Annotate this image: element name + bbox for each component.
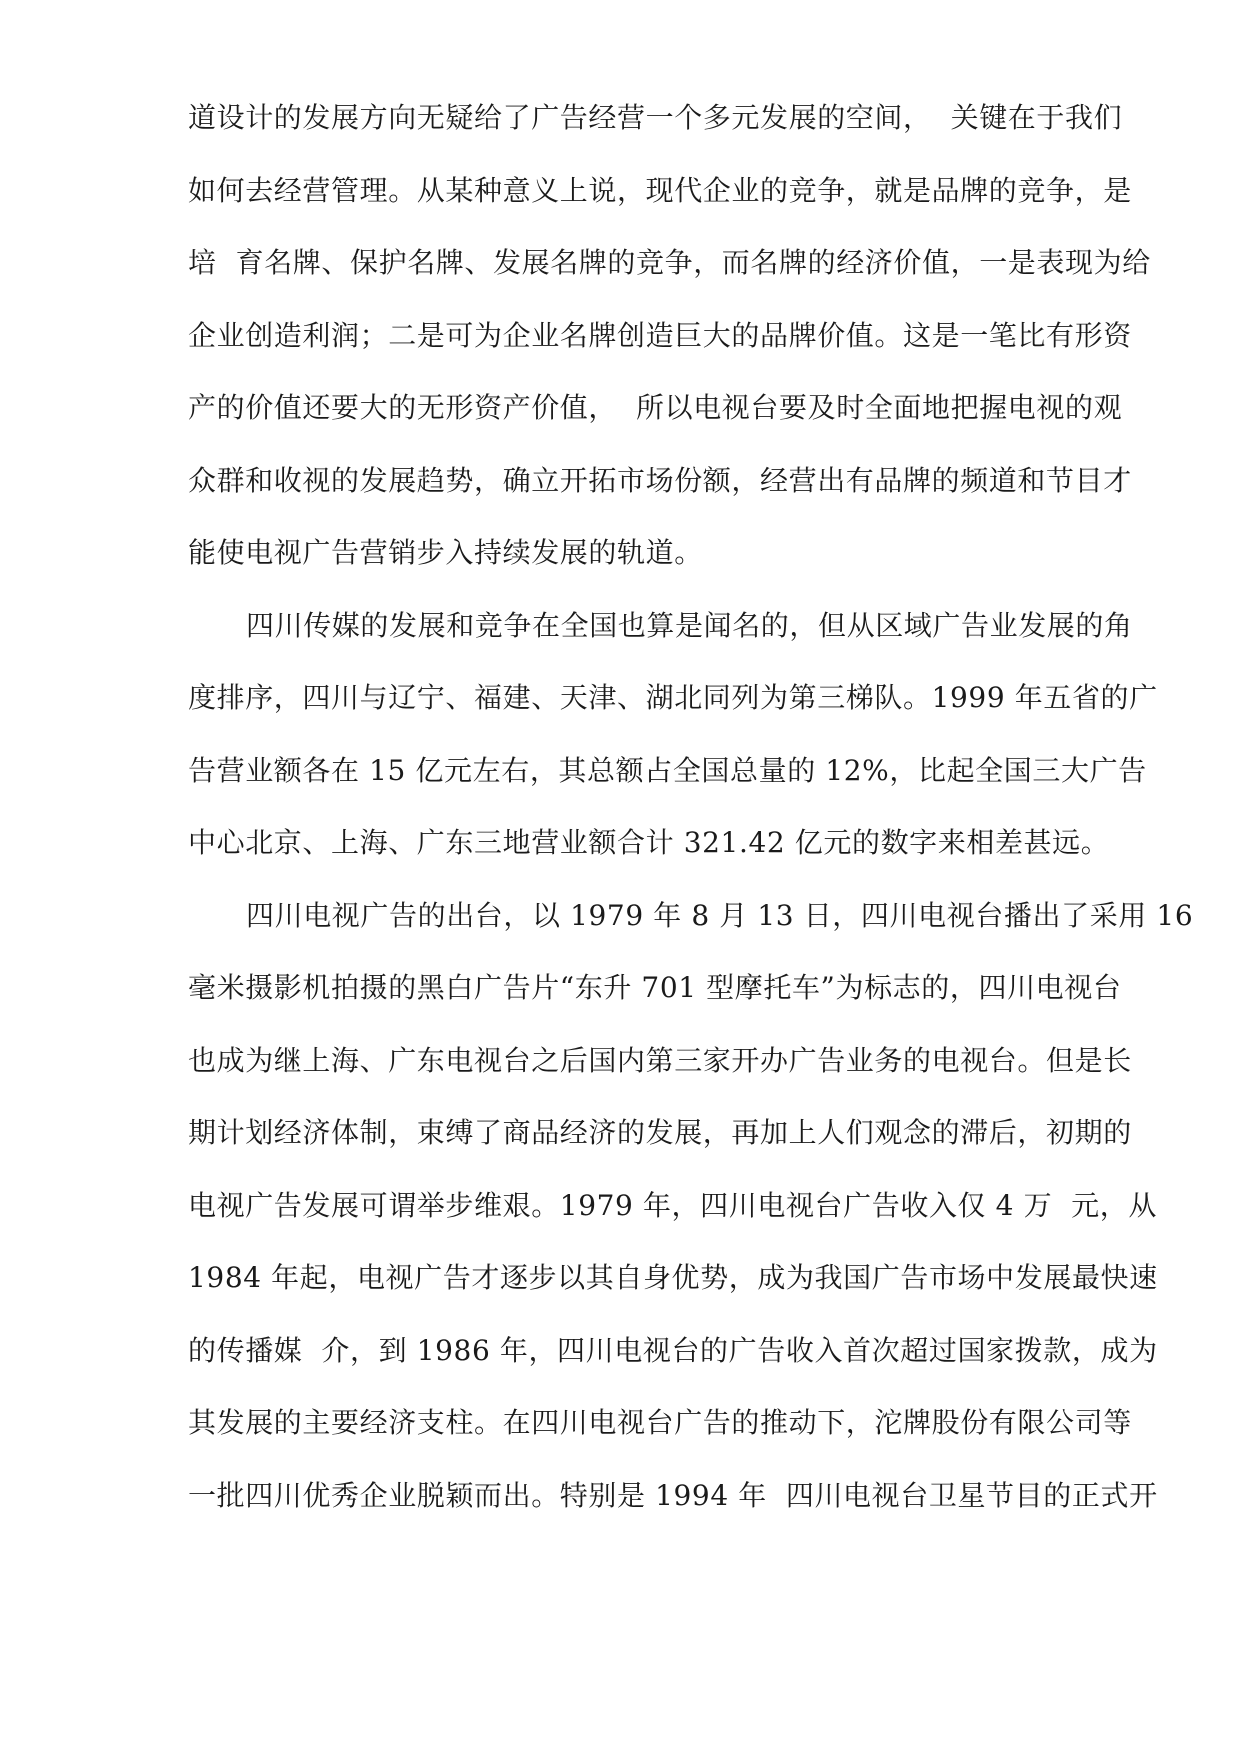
text-line: 能使电视广告营销步入持续发展的轨道。	[188, 536, 703, 569]
text-line: 电视广告发展可谓举步维艰。1979 年，四川电视台广告收入仅 4 万 元，从	[188, 1188, 1157, 1222]
text-line: 中心北京、上海、广东三地营业额合计 321.42 亿元的数字来相差甚远。	[188, 826, 1110, 859]
text-line: 也成为继上海、广东电视台之后国内第三家开办广告业务的电视台。但是长	[188, 1043, 1132, 1077]
body-text	[188, 88, 1194, 1538]
text-line: 1984 年起，电视广告才逐步以其自身优势，成为我国广告市场中发展最快速	[188, 1261, 1158, 1294]
text-line: 培 育名牌、保护名牌、发展名牌的竞争，而名牌的经济价值，一是表现为给	[188, 246, 1151, 279]
text-line: 告营业额各在 15 亿元左右，其总额占全国总量的 12%，比起全国三大广告	[188, 753, 1147, 787]
text-line: 度排序，四川与辽宁、福建、天津、湖北同列为第三梯队。1999 年五省的广	[188, 681, 1158, 714]
paragraph-start-line: 四川电视广告的出台，以 1979 年 8 月 13 日，四川电视台播出了采用 16	[246, 898, 1194, 932]
text-line: 产的价值还要大的无形资产价值， 所以电视台要及时全面地把握电视的观	[188, 391, 1123, 424]
text-line: 毫米摄影机拍摄的黑白广告片“东升 701 型摩托车”为标志的，四川电视台	[188, 971, 1122, 1004]
text-line: 其发展的主要经济支柱。在四川电视台广告的推动下，沱牌股份有限公司等	[188, 1406, 1132, 1439]
paragraph-start-line: 四川传媒的发展和竞争在全国也算是闻名的，但从区域广告业发展的角	[246, 608, 1133, 642]
text-line: 企业创造利润；二是可为企业名牌创造巨大的品牌价值。这是一笔比有形资	[188, 318, 1132, 352]
text-line: 道设计的发展方向无疑给了广告经营一个多元发展的空间， 关键在于我们	[188, 101, 1123, 134]
text-line: 期计划经济体制，束缚了商品经济的发展，再加上人们观念的滞后，初期的	[188, 1116, 1132, 1149]
text-line: 一批四川优秀企业脱颖而出。特别是 1994 年 四川电视台卫星节目的正式开	[188, 1478, 1158, 1512]
text-line: 的传播媒 介，到 1986 年，四川电视台的广告收入首次超过国家拨款，成为	[188, 1333, 1158, 1367]
text-line: 众群和收视的发展趋势，确立开拓市场份额，经营出有品牌的频道和节目才	[188, 463, 1132, 497]
text-line: 如何去经营管理。从某种意义上说，现代企业的竞争，就是品牌的竞争，是	[188, 173, 1132, 207]
